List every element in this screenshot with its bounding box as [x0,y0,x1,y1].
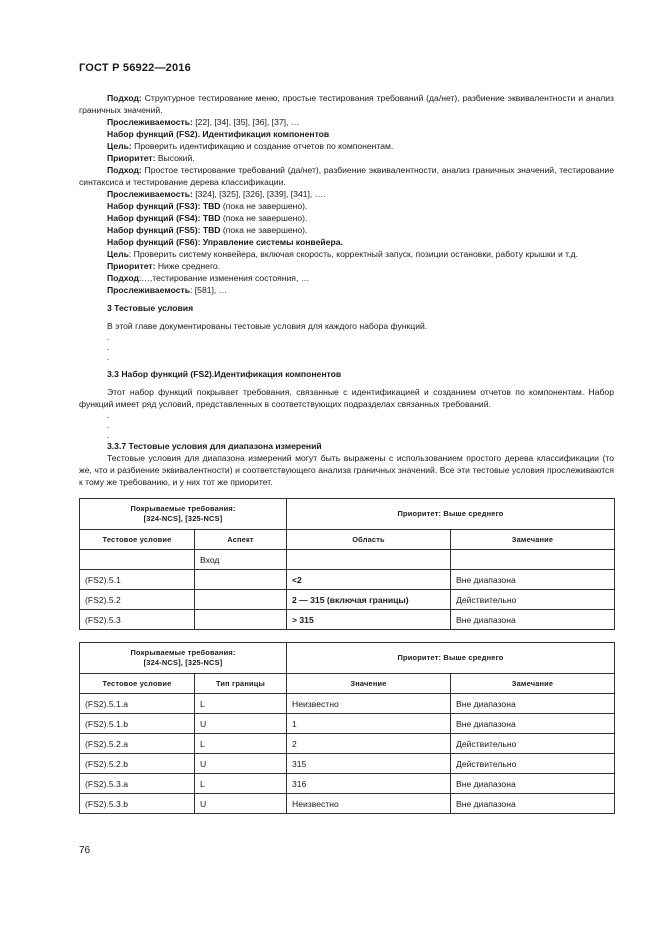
fs5-label: Набор функций (FS5): TBD [107,225,221,235]
fs2-priority-text: Высокий. [155,153,195,163]
cell-condition: (FS2).5.1.b [80,714,195,734]
cell-note: Вне диапазона [451,774,615,794]
fs2-traceability [79,188,614,200]
traceability-paragraph [79,116,614,128]
column-header: Область [287,530,451,550]
cell-value: 1 [287,714,451,734]
ellipsis-dot: . [107,430,110,440]
column-header: Тестовое условие [80,674,195,694]
cell-value: 315 [287,754,451,774]
table-row [80,590,615,610]
boundary-values-table [79,642,615,814]
section-3-3-7-heading: 3.3.7 Тестовые условия для диапазона измерений [107,441,322,451]
section-3-text: В этой главе документированы тестовые условия для каждого набора функций. [107,321,428,331]
fs5-note: (пока не завершено). [220,225,308,235]
cell-boundary-type: U [195,794,287,814]
fs3-label: Набор функций (FS3): TBD [107,201,221,211]
column-header: Аспект [195,530,287,550]
cell-condition: (FS2).5.3 [80,610,195,630]
priority-cell: Приоритет: Выше среднего [287,643,615,674]
ellipsis-dot: . [107,342,110,352]
fs2-traceability-label: Прослеживаемость: [107,189,193,199]
cell-note: Действительно [451,754,615,774]
table-row [80,734,615,754]
cell-boundary-type: U [195,714,287,734]
table-row [80,714,615,734]
cell-condition: (FS2).5.1 [80,570,195,590]
column-header: Замечание [451,530,615,550]
fs2-heading: Набор функций (FS2). Идентификация компонентов [107,129,330,139]
cell-area: 2 — 315 (включая границы) [287,590,451,610]
cell-condition: (FS2).5.2.a [80,734,195,754]
cell-note: Вне диапазона [451,610,615,630]
section-3-3-7-text: Тестовые условия для диапазона измерений могут быть выражены с использованием простого дерева классификации (то же, что и разбиение эквивалентности) и соответствующего анализа граничных значений. Все эти тестовые условия прослеживаются к тому же требованию, и у них тот же приоритет. [79,453,614,487]
cell-boundary-type: U [195,754,287,774]
fs6-priority-text: Ниже среднего. [155,261,221,271]
priority-cell: Приоритет: Выше среднего [287,499,615,530]
cell-condition: (FS2).5.2 [80,590,195,610]
cell-condition: (FS2).5.1.a [80,694,195,714]
cell-note: Вне диапазона [451,714,615,734]
table-row [80,774,615,794]
covered-requirements: Покрываемые требования: [324-NCS], [325-NCS] [80,499,287,530]
cell-area: <2 [287,570,451,590]
fs2-goal [79,140,614,152]
fs6-heading: Набор функций (FS6): Управление системы конвейера. [107,237,343,247]
section-3-heading: 3 Тестовые условия [107,303,194,313]
cell-aspect [195,570,287,590]
section-3-3-text: Этот набор функций покрывает требования, связанные с идентификацией и созданием отчетов по компонентам. Набор функций имеет ряд условий, представленных в соответствующих подразделах связанных требований. [79,387,614,409]
cell-aspect [195,590,287,610]
fs4-note: (пока не завершено). [220,213,308,223]
traceability-label: Прослеживаемость: [107,117,193,127]
column-header: Тип границы [195,674,287,694]
column-header: Тестовое условие [80,530,195,550]
approach-label: Подход: [107,93,142,103]
cell-condition: (FS2).5.3.b [80,794,195,814]
fs6-traceability-label: Прослеживаемость [107,285,190,295]
fs2-approach-label: Подход: [107,165,142,175]
column-header: Замечание [451,674,615,694]
ellipsis-dot: . [107,332,110,342]
column-header: Значение [287,674,451,694]
cell-note: Вне диапазона [451,694,615,714]
fs2-approach-text: Простое тестирование требований (да/нет), разбиение эквивалентности, анализ граничных значений, тестирование синтаксиса и тестирование дерева классификации. [79,165,614,187]
cell-note: Вне диапазона [451,794,615,814]
fs6-goal [79,248,614,260]
fs6-goal-text: : Проверить систему конвейера, включая скорость, корректный запуск, позиции остановки, работу крышки и т.д. [128,249,578,259]
fs6-goal-label: Цель [107,249,129,259]
fs4-line [79,212,614,224]
fs2-goal-text: Проверить идентификацию и создание отчетов по компонентам. [131,141,394,151]
cell-boundary-type: L [195,734,287,754]
fs2-approach [79,164,614,188]
fs6-priority [79,260,614,272]
covered-requirements: Покрываемые требования: [324-NCS], [325-NCS] [80,643,287,674]
fs2-priority [79,152,614,164]
ellipsis-dot: . [107,420,110,430]
fs3-note: (пока не завершено). [220,201,308,211]
fs6-priority-label: Приоритет: [107,261,156,271]
input-label: Вход [195,550,287,570]
cell-note: Действительно [451,734,615,754]
cell-value: 2 [287,734,451,754]
table-row [80,754,615,774]
approach-paragraph [79,92,614,116]
cell-area: > 315 [287,610,451,630]
fs2-priority-label: Приоритет: [107,153,156,163]
fs2-traceability-text: [324], [325], [326], [339], [341], …. [192,189,326,199]
ellipsis-dot: . [107,410,110,420]
fs6-approach [79,272,614,284]
fs6-traceability-text: : [581], … [190,285,228,295]
cell-note: Действительно [451,590,615,610]
cell-value: Неизвестно [287,794,451,814]
page-content [79,92,614,814]
table-row [80,694,615,714]
traceability-text: [22], [34], [35], [36], [37], … [192,117,300,127]
cell-value: 316 [287,774,451,794]
cell-note: Вне диапазона [451,570,615,590]
ellipsis-dot: . [107,352,110,362]
fs6-approach-label: Подход [107,273,139,283]
table-row [80,610,615,630]
table-row [80,794,615,814]
measurement-range-table [79,498,615,630]
table-row [80,570,615,590]
cell-condition: (FS2).5.3.a [80,774,195,794]
cell-boundary-type: L [195,774,287,794]
cell-condition: (FS2).5.2.b [80,754,195,774]
page-number: 76 [79,845,91,856]
fs6-approach-text: :…,тестирование изменения состояния, … [138,273,310,283]
fs3-line [79,200,614,212]
section-3-3-heading: 3.3 Набор функций (FS2).Идентификация компонентов [107,369,342,379]
cell-value: Неизвестно [287,694,451,714]
fs2-goal-label: Цель: [107,141,132,151]
cell-aspect [195,610,287,630]
document-header: ГОСТ Р 56922—2016 [79,62,191,74]
fs6-traceability [79,284,614,296]
table-row [80,550,615,570]
fs4-label: Набор функций (FS4): TBD [107,213,221,223]
approach-text: Структурное тестирование меню, простые тестирования требований (да/нет), разбиение эквивалентности и анализ граничных значений. [79,93,614,115]
cell-boundary-type: L [195,694,287,714]
fs5-line [79,224,614,236]
